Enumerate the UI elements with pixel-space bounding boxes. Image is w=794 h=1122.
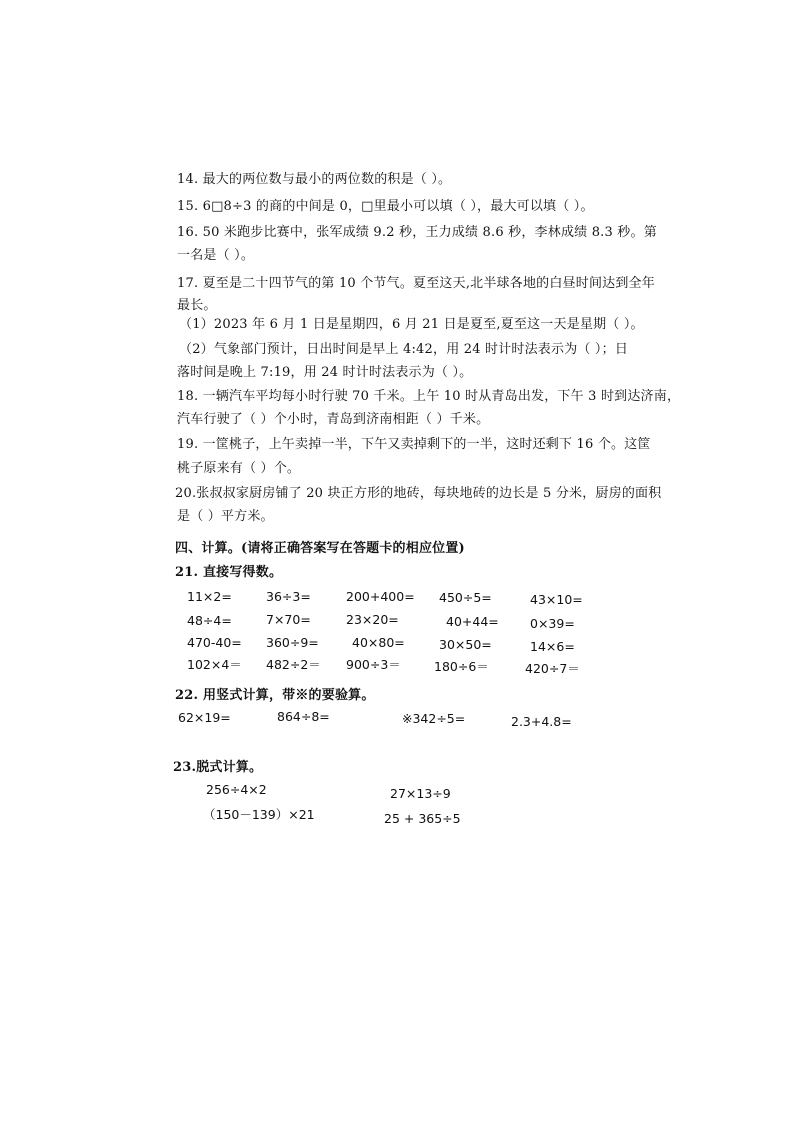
calc-item: 40+44= <box>446 614 499 629</box>
question-16-line-2: 一名是（ ）。 <box>177 248 255 263</box>
calc-item: 40×80= <box>352 635 405 650</box>
calc-item: 360÷9= <box>266 635 319 650</box>
question-15: 15. 6□8÷3 的商的中间是 0，□里最小可以填（ ），最大可以填（ ）。 <box>177 199 594 214</box>
question-23-title: 23.脱式计算。 <box>173 760 263 775</box>
question-18-line-1: 18. 一辆汽车平均每小时行驶 70 千米。上午 10 时从青岛出发，下午 3 时到达济南， <box>177 389 681 404</box>
calc-item: 43×10= <box>530 592 583 607</box>
calc-item: 11×2= <box>187 589 232 604</box>
calc-item: 482÷2＝ <box>266 657 321 672</box>
question-17-line-2: 最长。 <box>177 298 217 313</box>
step-calc-item: 27×13÷9 <box>390 786 451 801</box>
step-calc-item: 25 + 365÷5 <box>384 811 461 826</box>
question-17-line-1: 17. 夏至是二十四节气的第 10 个节气。夏至这天,北半球各地的白昼时间达到全年 <box>177 276 655 291</box>
question-18-line-2: 汽车行驶了（ ）个小时，青岛到济南相距（ ）千米。 <box>177 412 490 427</box>
section-4-heading: 四、计算。(请将正确答案写在答题卡的相应位置) <box>175 541 465 556</box>
calc-item: 102×4＝ <box>187 657 242 672</box>
question-17-sub-2-line-1: （2）气象部门预计，日出时间是早上 4:42，用 24 时计时法表示为（ ）；日 <box>179 342 629 357</box>
question-21-title: 21. 直接写得数。 <box>175 565 283 580</box>
step-calc-item: （150－139）×21 <box>203 807 315 822</box>
calc-item: 36÷3= <box>266 589 311 604</box>
question-22-title: 22. 用竖式计算，带※的要验算。 <box>175 688 375 703</box>
vertical-calc-item: 2.3+4.8= <box>511 714 572 729</box>
question-16-line-1: 16. 50 米跑步比赛中，张军成绩 9.2 秒，王力成绩 8.6 秒，李林成绩 8.3 秒。第 <box>177 225 657 240</box>
calc-item: 420÷7＝ <box>525 661 580 676</box>
calc-item: 450÷5= <box>439 590 492 605</box>
question-17-sub-2-line-2: 落时间是晚上 7:19，用 24 时计时法表示为（ ）。 <box>177 365 473 380</box>
calc-item: 470-40= <box>187 635 242 650</box>
calc-item: 900÷3＝ <box>346 657 401 672</box>
calc-item: 30×50= <box>439 637 492 652</box>
calc-item: 48÷4= <box>187 613 232 628</box>
calc-item: 180÷6＝ <box>434 659 489 674</box>
calc-item: 14×6= <box>530 639 575 654</box>
calc-item: 0×39= <box>530 616 575 631</box>
question-17-sub-1: （1）2023 年 6 月 1 日是星期四，6 月 21 日是夏至,夏至这一天是星期（ ）。 <box>179 317 644 332</box>
question-19-line-2: 桃子原来有（ ）个。 <box>177 461 301 476</box>
step-calc-item: 256÷4×2 <box>206 782 267 797</box>
calc-item: 7×70= <box>266 612 311 627</box>
calc-item: 23×20= <box>346 612 399 627</box>
calc-item: 200+400= <box>346 589 415 604</box>
question-20-line-1: 20.张叔叔家厨房铺了 20 块正方形的地砖，每块地砖的边长是 5 分米，厨房的面积 <box>175 486 662 501</box>
question-19-line-1: 19. 一筐桃子，上午卖掉一半，下午又卖掉剩下的一半，这时还剩下 16 个。这筐 <box>177 437 651 452</box>
question-14: 14. 最大的两位数与最小的两位数的积是（ ）。 <box>177 172 452 187</box>
vertical-calc-item: 62×19= <box>178 710 231 725</box>
vertical-calc-item: 864÷8= <box>277 709 330 724</box>
vertical-calc-item: ※342÷5= <box>402 711 466 726</box>
question-20-line-2: 是（ ）平方米。 <box>177 509 274 524</box>
